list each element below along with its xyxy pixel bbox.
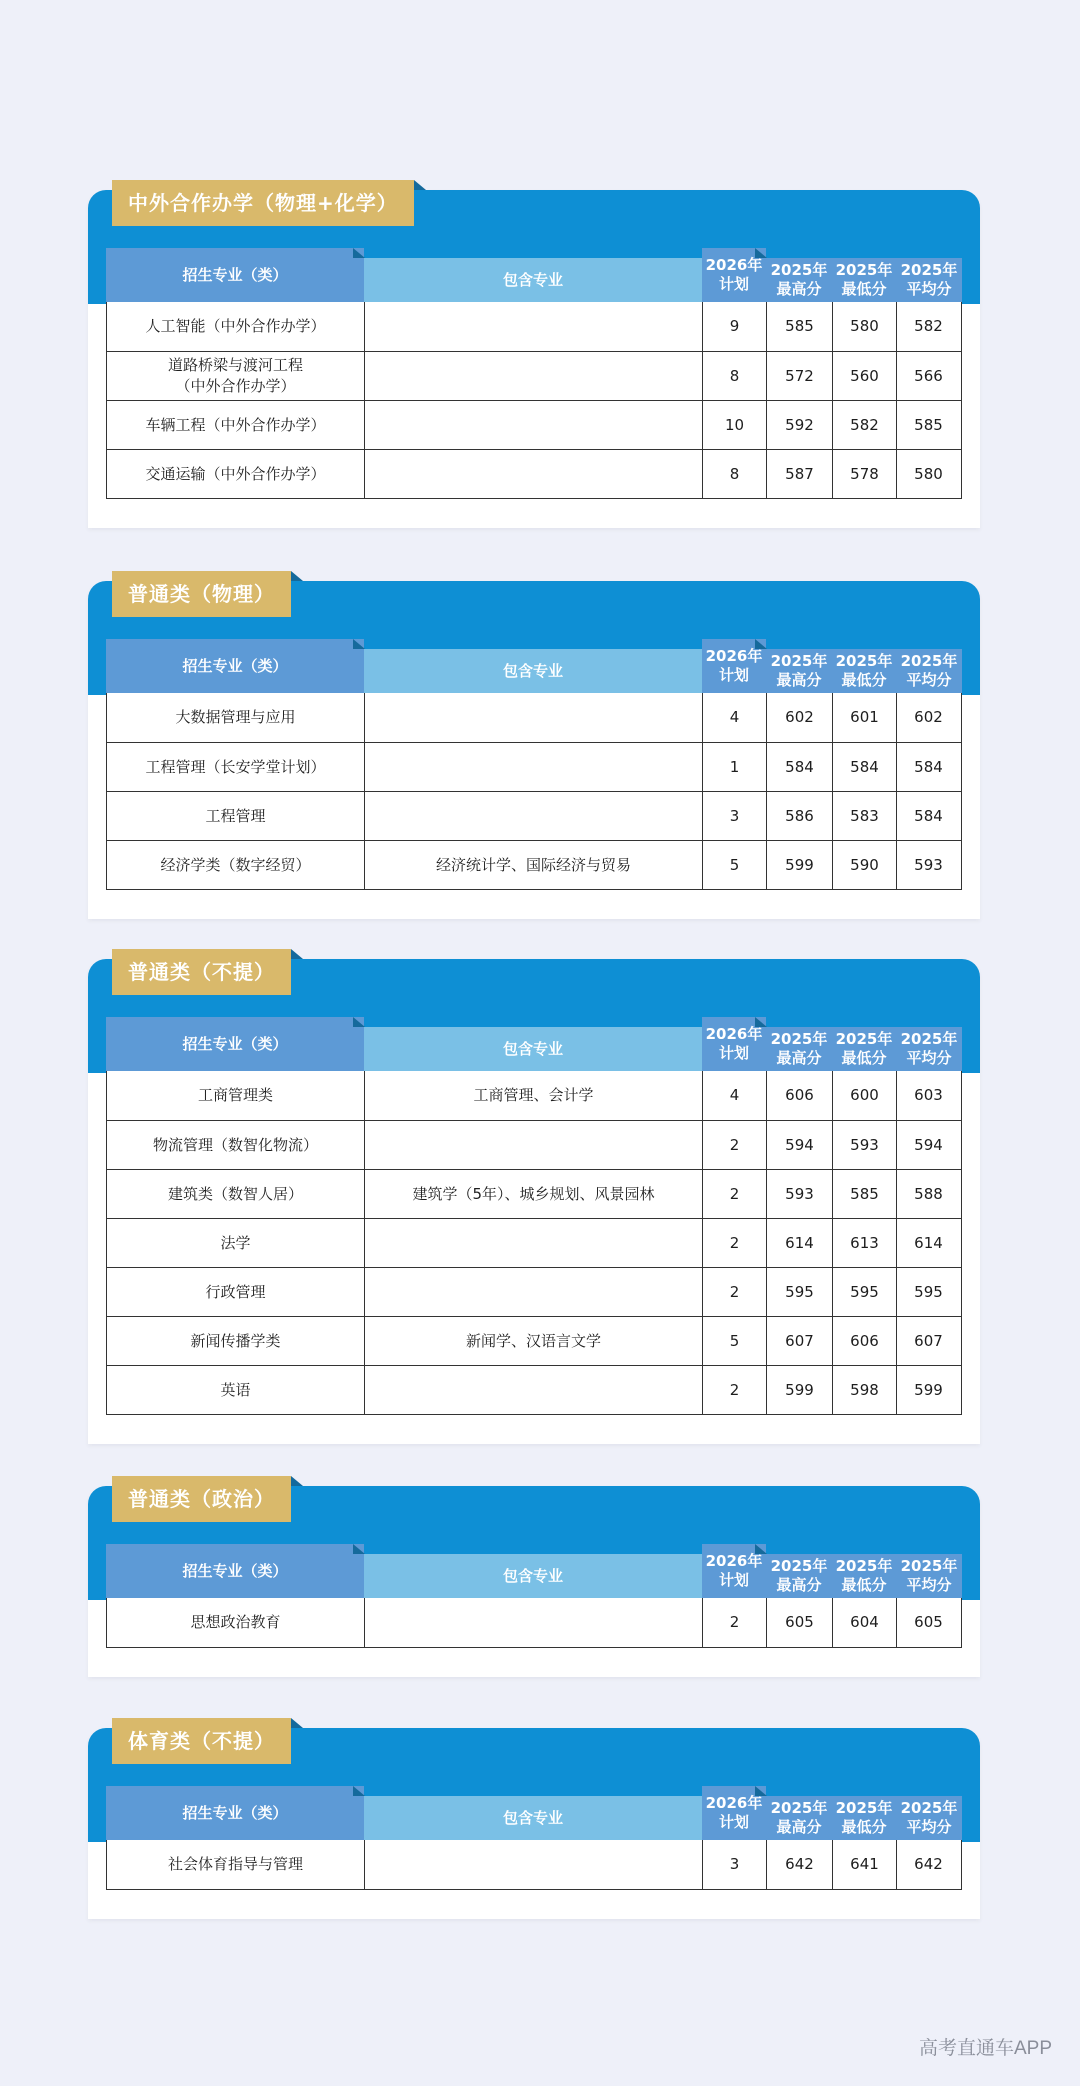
header-plan-2026 <box>702 1544 766 1598</box>
min-score-cell: 585 <box>833 1170 897 1218</box>
plan-cell: 5 <box>703 841 767 889</box>
avg-score-cell: 605 <box>914 1613 943 1631</box>
min-score-cell: 583 <box>833 792 897 840</box>
header-plan-2026 <box>702 1017 766 1071</box>
min-score-cell: 578 <box>833 450 897 498</box>
header-avg-2025 <box>896 258 962 302</box>
section-title: 体育类（不提） <box>112 1718 291 1764</box>
header-plan-2026-label: 2026年 计划 <box>705 1794 763 1831</box>
header-major <box>106 248 364 302</box>
min-score-cell: 641 <box>833 1840 897 1889</box>
header-min-2025-label: 2025年 最低分 <box>835 261 893 298</box>
major-cell: 社会体育指导与管理 <box>107 1840 365 1889</box>
table-row <box>107 1365 961 1414</box>
included-majors-cell <box>365 450 703 498</box>
header-max-2025-label: 2025年 最高分 <box>770 1030 828 1067</box>
header-avg-2025 <box>896 1554 962 1598</box>
header-plan-2026 <box>702 1786 766 1840</box>
major-cell: 思想政治教育 <box>107 1598 365 1647</box>
header-included-majors <box>364 649 702 693</box>
header-included-majors <box>364 1027 702 1071</box>
header-plan-2026-label: 2026年 计划 <box>705 256 763 293</box>
max-score-cell: 642 <box>767 1840 833 1889</box>
plan-cell: 8 <box>703 450 767 498</box>
avg-score-cell: 614 <box>914 1233 943 1252</box>
min-score-cell: 595 <box>833 1268 897 1316</box>
max-score-cell: 593 <box>767 1170 833 1218</box>
min-score-cell: 604 <box>833 1598 897 1647</box>
max-score-cell: 586 <box>767 792 833 840</box>
plan-cell: 3 <box>703 1840 767 1889</box>
major-cell: 经济学类（数字经贸） <box>107 841 365 889</box>
included-majors-cell: 工商管理、会计学 <box>365 1071 703 1120</box>
avg-score-cell: 588 <box>914 1184 943 1203</box>
header-min-2025-label: 2025年 最低分 <box>835 1030 893 1067</box>
plan-cell: 2 <box>703 1170 767 1218</box>
included-majors-cell <box>365 302 703 351</box>
section-title: 中外合作办学（物理+化学） <box>112 180 414 226</box>
major-cell: 交通运输（中外合作办学） <box>107 450 365 498</box>
included-majors-cell <box>365 1219 703 1267</box>
header-avg-2025-label: 2025年 平均分 <box>900 261 958 298</box>
major-cell: 工程管理（长安学堂计划） <box>107 743 365 791</box>
min-score-cell: 582 <box>833 401 897 449</box>
major-cell: 工商管理类 <box>107 1071 365 1120</box>
header-min-2025 <box>832 258 896 302</box>
section-title: 普通类（政治） <box>112 1476 291 1522</box>
min-score-cell: 601 <box>833 693 897 742</box>
score-table <box>106 639 962 890</box>
score-table <box>106 1786 962 1890</box>
header-notch <box>353 639 365 649</box>
table-header <box>106 639 962 693</box>
header-notch <box>755 1017 767 1027</box>
max-score-cell: 595 <box>767 1268 833 1316</box>
header-avg-2025 <box>896 1027 962 1071</box>
table-body <box>106 302 962 499</box>
header-avg-2025-label: 2025年 平均分 <box>900 652 958 689</box>
header-max-2025 <box>766 1027 832 1071</box>
included-majors-cell <box>365 1268 703 1316</box>
max-score-cell: 572 <box>767 352 833 400</box>
min-score-cell: 560 <box>833 352 897 400</box>
table-row <box>107 449 961 498</box>
min-score-cell: 606 <box>833 1317 897 1365</box>
header-avg-2025 <box>896 1796 962 1840</box>
table-header <box>106 248 962 302</box>
max-score-cell: 594 <box>767 1121 833 1169</box>
table-row <box>107 1120 961 1169</box>
max-score-cell: 584 <box>767 743 833 791</box>
header-avg-2025-label: 2025年 平均分 <box>900 1557 958 1594</box>
section-card <box>88 1728 980 1919</box>
min-score-cell: 584 <box>833 743 897 791</box>
table-row <box>107 742 961 791</box>
table-body <box>106 1598 962 1648</box>
min-score-cell: 598 <box>833 1366 897 1414</box>
max-score-cell: 592 <box>767 401 833 449</box>
header-notch <box>353 248 365 258</box>
score-table <box>106 1017 962 1415</box>
included-majors-cell <box>365 1121 703 1169</box>
header-max-2025 <box>766 1796 832 1840</box>
section-card <box>88 190 980 528</box>
score-table <box>106 1544 962 1648</box>
max-score-cell: 605 <box>767 1598 833 1647</box>
header-plan-2026-label: 2026年 计划 <box>705 1025 763 1062</box>
max-score-cell: 606 <box>767 1071 833 1120</box>
avg-score-cell: 594 <box>914 1135 943 1154</box>
header-major-label: 招生专业（类） <box>182 1803 288 1822</box>
included-majors-cell: 建筑学（5年）、城乡规划、风景园林 <box>365 1170 703 1218</box>
section-title: 普通类（物理） <box>112 571 291 617</box>
table-row <box>107 1218 961 1267</box>
table-row <box>107 1316 961 1365</box>
header-notch <box>755 1786 767 1796</box>
included-majors-cell <box>365 352 703 400</box>
avg-score-cell: 585 <box>914 415 943 434</box>
major-cell: 工程管理 <box>107 792 365 840</box>
avg-score-cell: 603 <box>914 1086 943 1104</box>
header-min-2025-label: 2025年 最低分 <box>835 1557 893 1594</box>
avg-score-cell: 584 <box>914 806 943 825</box>
header-major-label: 招生专业（类） <box>182 656 288 675</box>
included-majors-cell: 经济统计学、国际经济与贸易 <box>365 841 703 889</box>
included-majors-cell <box>365 401 703 449</box>
plan-cell: 4 <box>703 693 767 742</box>
header-min-2025 <box>832 649 896 693</box>
max-score-cell: 585 <box>767 302 833 351</box>
header-plan-2026-label: 2026年 计划 <box>705 1552 763 1589</box>
avg-score-cell: 642 <box>914 1855 943 1873</box>
max-score-cell: 614 <box>767 1219 833 1267</box>
major-cell: 大数据管理与应用 <box>107 693 365 742</box>
header-avg-2025-label: 2025年 平均分 <box>900 1799 958 1836</box>
major-cell: 新闻传播学类 <box>107 1317 365 1365</box>
max-score-cell: 599 <box>767 1366 833 1414</box>
included-majors-cell <box>365 743 703 791</box>
avg-score-cell: 607 <box>914 1331 943 1350</box>
plan-cell: 2 <box>703 1366 767 1414</box>
watermark-label: 高考直通车APP <box>918 2038 1052 2059</box>
plan-cell: 8 <box>703 352 767 400</box>
table-row <box>107 302 961 351</box>
table-body <box>106 1840 962 1890</box>
header-included-majors <box>364 1796 702 1840</box>
plan-cell: 5 <box>703 1317 767 1365</box>
table-row <box>107 693 961 742</box>
header-plan-2026-label: 2026年 计划 <box>705 647 763 684</box>
avg-score-cell: 599 <box>914 1380 943 1399</box>
header-included-majors-label: 包含专业 <box>502 1039 563 1058</box>
min-score-cell: 600 <box>833 1071 897 1120</box>
major-cell: 人工智能（中外合作办学） <box>107 302 365 351</box>
major-cell: 物流管理（数智化物流） <box>107 1121 365 1169</box>
plan-cell: 2 <box>703 1598 767 1647</box>
max-score-cell: 602 <box>767 693 833 742</box>
major-cell: 法学 <box>107 1219 365 1267</box>
avg-score-cell: 595 <box>914 1282 943 1301</box>
included-majors-cell: 新闻学、汉语言文学 <box>365 1317 703 1365</box>
score-table <box>106 248 962 499</box>
header-notch <box>353 1017 365 1027</box>
header-major <box>106 639 364 693</box>
header-included-majors-label: 包含专业 <box>502 1566 563 1585</box>
table-body <box>106 1071 962 1415</box>
table-row <box>107 1840 961 1889</box>
min-score-cell: 613 <box>833 1219 897 1267</box>
header-major-label: 招生专业（类） <box>182 1034 288 1053</box>
table-row <box>107 400 961 449</box>
header-min-2025 <box>832 1796 896 1840</box>
section-card <box>88 581 980 919</box>
avg-score-cell: 584 <box>914 757 943 776</box>
table-header <box>106 1786 962 1840</box>
table-header <box>106 1544 962 1598</box>
header-max-2025-label: 2025年 最高分 <box>770 1799 828 1836</box>
table-header <box>106 1017 962 1071</box>
plan-cell: 2 <box>703 1219 767 1267</box>
header-notch <box>353 1544 365 1554</box>
header-max-2025-label: 2025年 最高分 <box>770 652 828 689</box>
header-max-2025 <box>766 258 832 302</box>
table-row <box>107 840 961 889</box>
header-plan-2026 <box>702 639 766 693</box>
header-plan-2026 <box>702 248 766 302</box>
table-row <box>107 1071 961 1120</box>
table-row <box>107 1169 961 1218</box>
header-notch <box>755 248 767 258</box>
avg-score-cell: 566 <box>914 366 943 385</box>
header-max-2025-label: 2025年 最高分 <box>770 1557 828 1594</box>
avg-score-cell: 580 <box>914 464 943 483</box>
header-min-2025 <box>832 1554 896 1598</box>
header-min-2025 <box>832 1027 896 1071</box>
header-notch <box>755 639 767 649</box>
max-score-cell: 599 <box>767 841 833 889</box>
table-row <box>107 351 961 400</box>
section-card <box>88 959 980 1444</box>
plan-cell: 2 <box>703 1268 767 1316</box>
avg-score-cell: 593 <box>914 855 943 874</box>
plan-cell: 2 <box>703 1121 767 1169</box>
header-major-label: 招生专业（类） <box>182 1561 288 1580</box>
section-card <box>88 1486 980 1677</box>
avg-score-cell: 582 <box>914 317 943 335</box>
min-score-cell: 593 <box>833 1121 897 1169</box>
min-score-cell: 590 <box>833 841 897 889</box>
plan-cell: 4 <box>703 1071 767 1120</box>
header-major-label: 招生专业（类） <box>182 265 288 284</box>
major-cell: 英语 <box>107 1366 365 1414</box>
header-notch <box>755 1544 767 1554</box>
plan-cell: 1 <box>703 743 767 791</box>
table-row <box>107 1598 961 1647</box>
header-max-2025-label: 2025年 最高分 <box>770 261 828 298</box>
table-body <box>106 693 962 890</box>
plan-cell: 10 <box>703 401 767 449</box>
max-score-cell: 607 <box>767 1317 833 1365</box>
header-included-majors <box>364 1554 702 1598</box>
included-majors-cell <box>365 693 703 742</box>
header-min-2025-label: 2025年 最低分 <box>835 652 893 689</box>
header-included-majors-label: 包含专业 <box>502 270 563 289</box>
included-majors-cell <box>365 1366 703 1414</box>
min-score-cell: 580 <box>833 302 897 351</box>
header-min-2025-label: 2025年 最低分 <box>835 1799 893 1836</box>
header-max-2025 <box>766 649 832 693</box>
header-avg-2025-label: 2025年 平均分 <box>900 1030 958 1067</box>
included-majors-cell <box>365 792 703 840</box>
major-cell: 车辆工程（中外合作办学） <box>107 401 365 449</box>
header-major <box>106 1786 364 1840</box>
plan-cell: 3 <box>703 792 767 840</box>
table-row <box>107 791 961 840</box>
max-score-cell: 587 <box>767 450 833 498</box>
included-majors-cell <box>365 1598 703 1647</box>
header-notch <box>353 1786 365 1796</box>
section-title: 普通类（不提） <box>112 949 291 995</box>
header-included-majors-label: 包含专业 <box>502 661 563 680</box>
header-major <box>106 1017 364 1071</box>
header-max-2025 <box>766 1554 832 1598</box>
header-avg-2025 <box>896 649 962 693</box>
header-included-majors <box>364 258 702 302</box>
major-cell: 道路桥梁与渡河工程 （中外合作办学） <box>107 352 365 400</box>
header-major <box>106 1544 364 1598</box>
major-cell: 建筑类（数智人居） <box>107 1170 365 1218</box>
header-included-majors-label: 包含专业 <box>502 1808 563 1827</box>
plan-cell: 9 <box>703 302 767 351</box>
table-row <box>107 1267 961 1316</box>
included-majors-cell <box>365 1840 703 1889</box>
avg-score-cell: 602 <box>914 708 943 726</box>
major-cell: 行政管理 <box>107 1268 365 1316</box>
